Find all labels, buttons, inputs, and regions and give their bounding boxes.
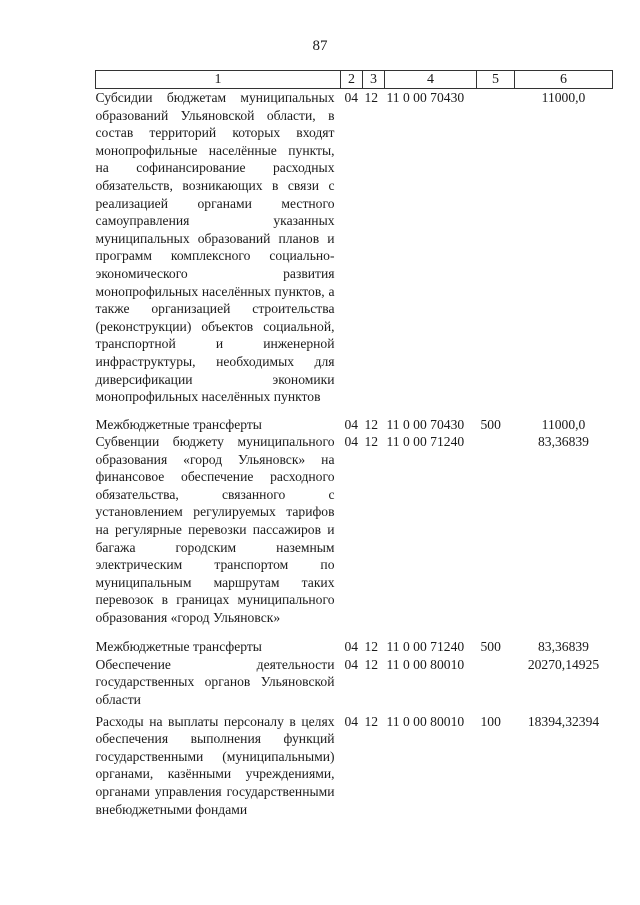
row-description: Обеспечение деятельности государственных органов Ульяновской области <box>95 656 335 707</box>
table-row <box>96 638 613 656</box>
row-subsection: 12 <box>364 416 379 432</box>
row-subsection: 12 <box>364 639 379 655</box>
row-subsection: 12 <box>364 713 379 729</box>
row-target-article: 11 0 00 70430 <box>386 90 465 105</box>
row-description: Субвенции бюджету муниципального образования «город Ульяновск» на финансовое обеспечение расходного обязательства, связанного с установлением регулируемых тарифов на регулярные перевозки пассажиров и багажа городским наземным электрическим транспортом по муниципальным маршрутам таких перевозок в границах муниципального образования «город Ульяновск» <box>95 434 335 626</box>
row-amount: 11000,0 <box>541 416 586 432</box>
table-row <box>96 89 613 416</box>
page-number: 87 <box>312 38 328 54</box>
row-expense-type: 500 <box>480 639 501 655</box>
row-section: 04 <box>344 713 359 729</box>
row-section: 04 <box>344 416 359 432</box>
budget-table <box>95 70 613 818</box>
row-amount: 83,36839 <box>538 434 589 450</box>
table-row <box>96 433 613 638</box>
header-col-5: 5 <box>477 71 515 89</box>
header-col-2: 2 <box>341 71 363 89</box>
header-col-1: 1 <box>96 71 341 89</box>
row-target-article: 11 0 00 71240 <box>386 434 465 450</box>
row-description: Субсидии бюджетам муниципальных образований Ульяновской области, в состав территорий которых входят монопрофильные населённые пункты, на софинансирование расходных обязательств, возникающих в связи с реализацией органами местного самоуправления указанных муниципальных образований планов и программ комплексного социально-экономического развития монопрофильных населённых пунктов, а также организацией строительства (реконструкции) объектов социальной, транспортной и инженерной инфраструктуры, необходимых для диверсификации экономики монопрофильных населённых пунктов <box>95 90 335 405</box>
row-target-article: 11 0 00 80010 <box>386 656 465 672</box>
row-section: 04 <box>344 90 359 105</box>
table-row <box>96 713 613 819</box>
row-amount: 11000,0 <box>541 90 586 105</box>
row-section: 04 <box>344 434 359 450</box>
row-section: 04 <box>344 656 359 672</box>
row-description: Межбюджетные трансферты <box>95 639 262 655</box>
header-row <box>96 71 613 89</box>
row-expense-type <box>477 656 515 713</box>
header-col-3: 3 <box>363 71 385 89</box>
row-subsection: 12 <box>364 656 379 672</box>
row-expense-type: 500 <box>480 416 501 432</box>
row-expense-type <box>477 89 515 416</box>
row-subsection: 12 <box>364 90 379 105</box>
row-description: Расходы на выплаты персоналу в целях обеспечения выполнения функций государственными (муниципальными) органами, казёнными учреждениями, органами управления государственными внебюджетными фондами <box>95 713 335 817</box>
row-amount: 18394,32394 <box>527 713 600 729</box>
row-expense-type <box>477 433 515 638</box>
header-col-6: 6 <box>515 71 613 89</box>
row-amount: 83,36839 <box>538 639 589 655</box>
row-target-article: 11 0 00 80010 <box>386 713 465 729</box>
row-section: 04 <box>344 639 359 655</box>
table-row <box>96 656 613 713</box>
row-subsection: 12 <box>364 434 379 450</box>
table-row <box>96 416 613 434</box>
row-target-article: 11 0 00 70430 <box>386 416 465 432</box>
row-description: Межбюджетные трансферты <box>95 416 262 432</box>
row-target-article: 11 0 00 71240 <box>386 639 465 655</box>
row-amount: 20270,14925 <box>527 656 600 672</box>
header-col-4: 4 <box>385 71 477 89</box>
row-expense-type: 100 <box>480 713 501 729</box>
